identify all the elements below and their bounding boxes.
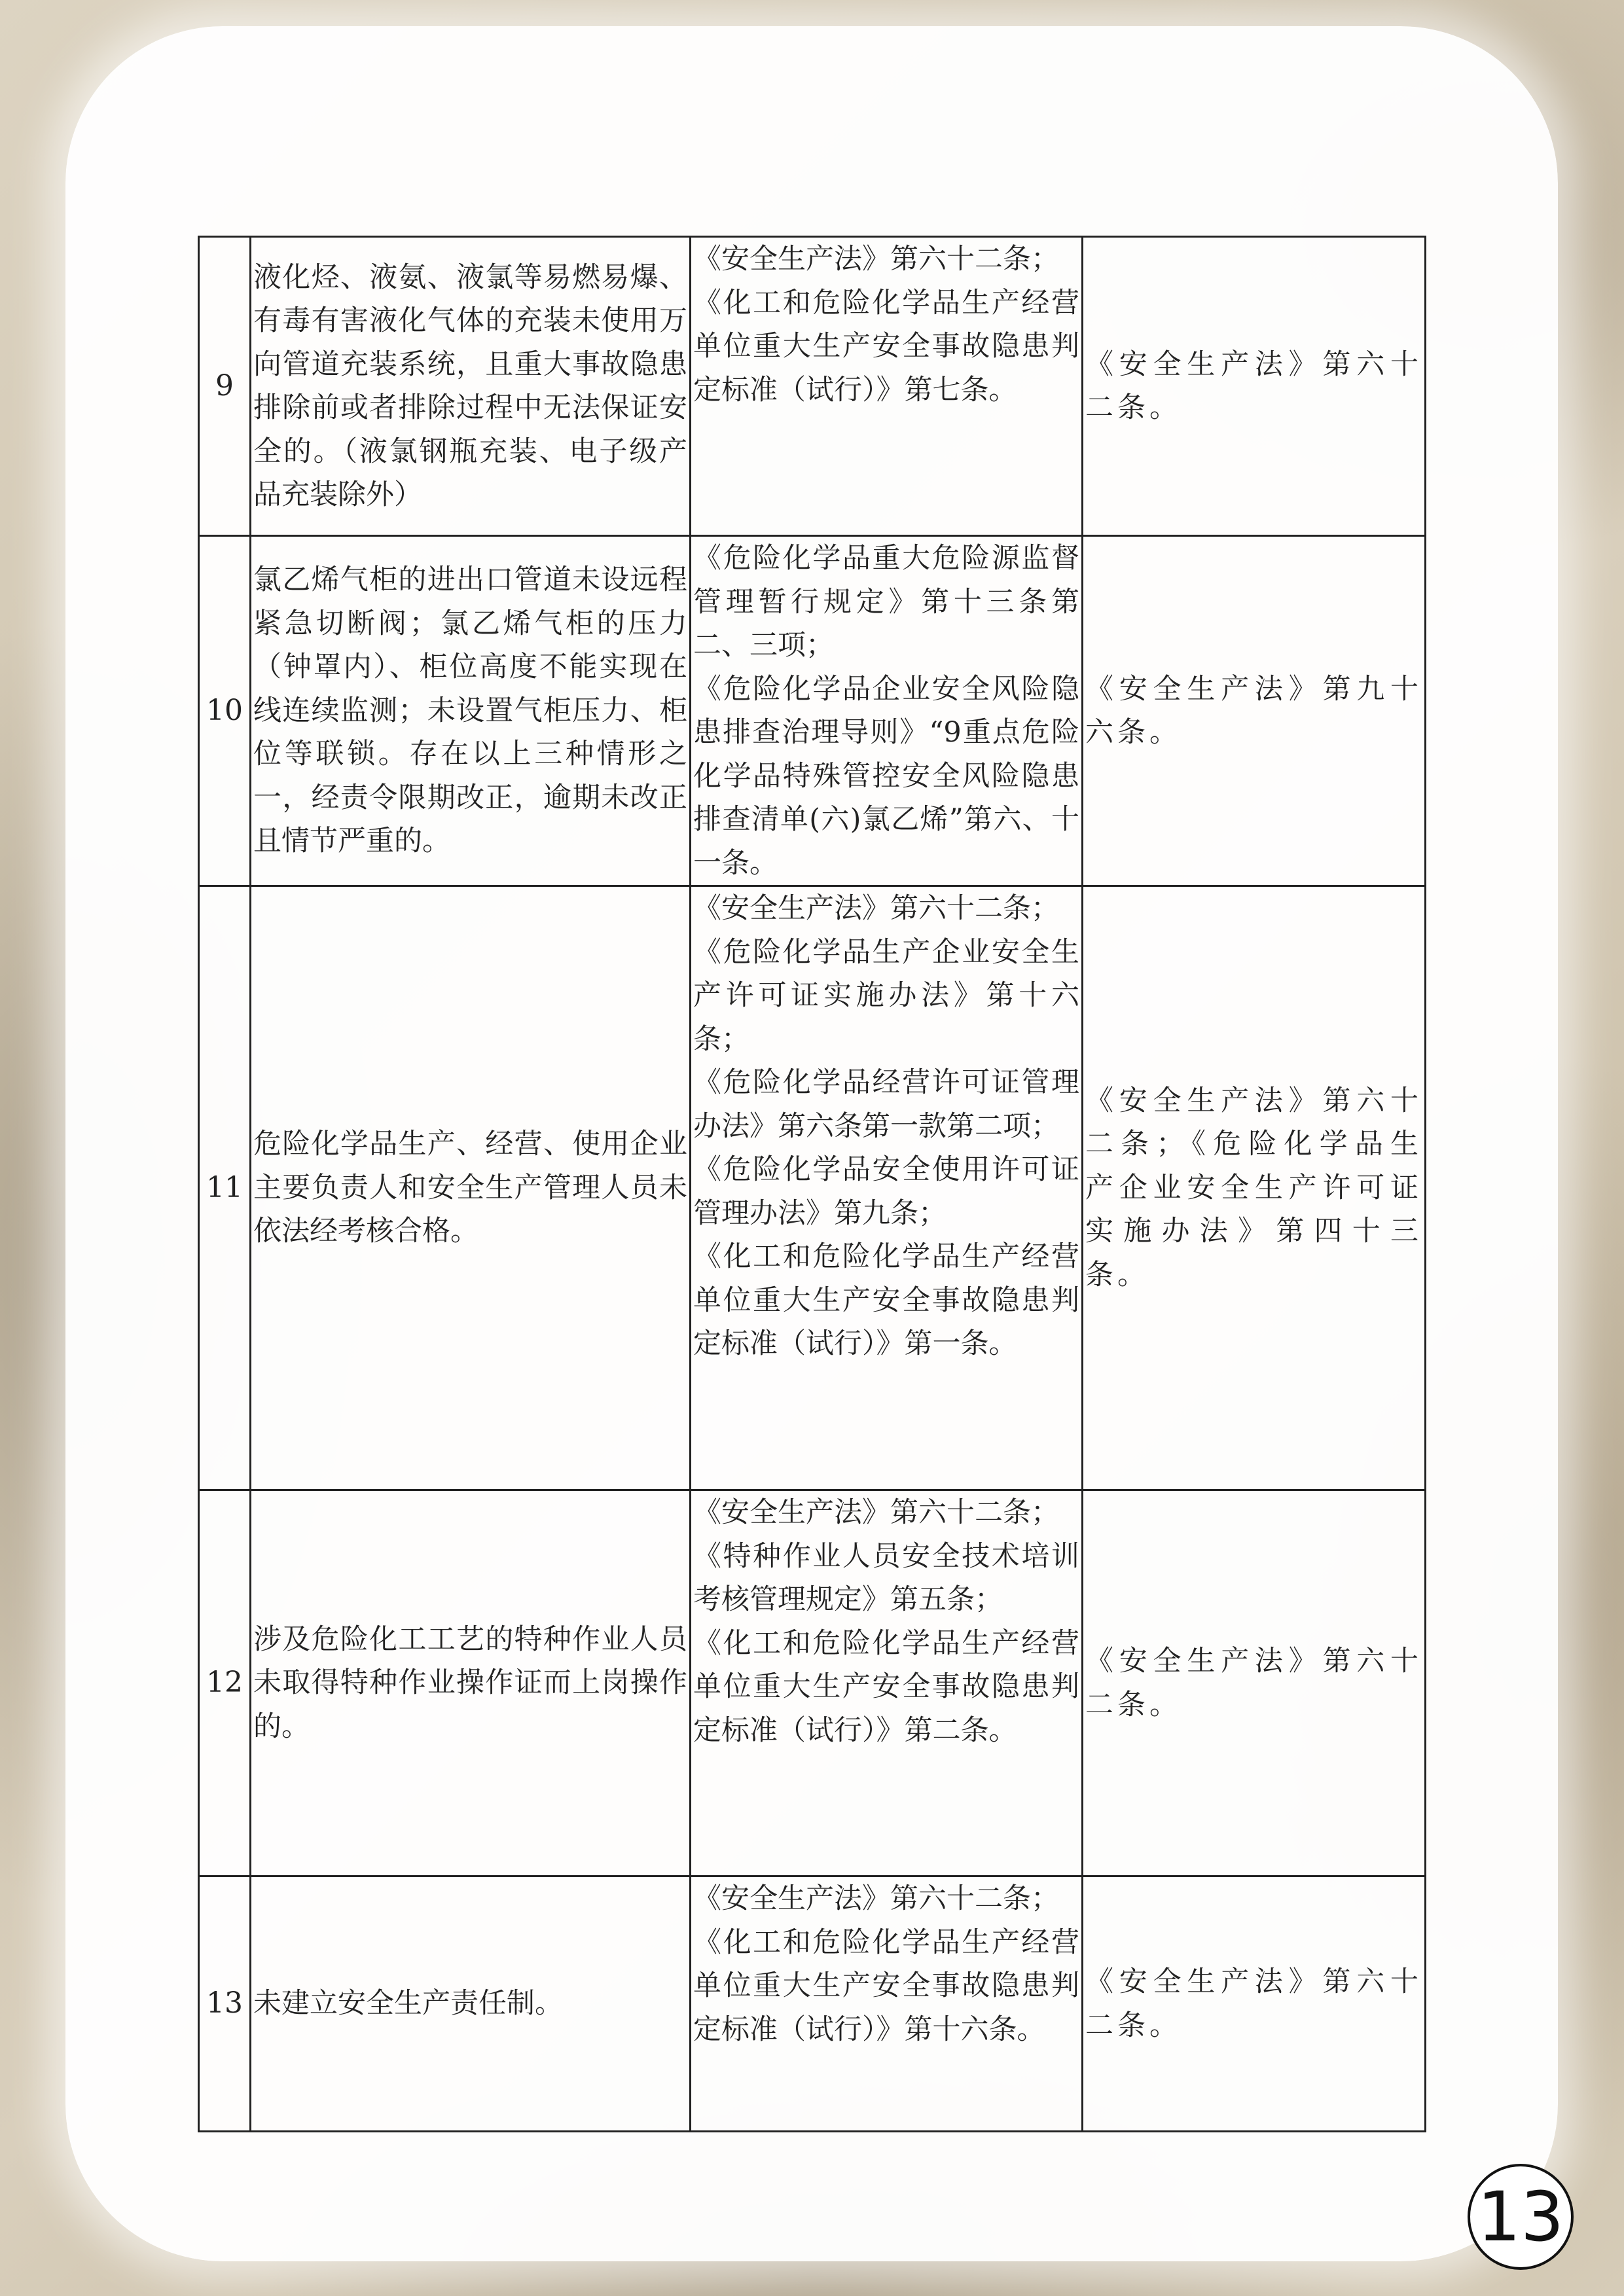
table-row [199, 1490, 1426, 1876]
row-number: 13 [199, 1876, 251, 2132]
regulation-table [198, 236, 1426, 2132]
basis-item: 《危险化学品重大危险源监督管理暂行规定》第十三条第二、三项； [693, 542, 1079, 662]
row-number: 9 [199, 237, 251, 536]
penalty-basis: 《安全生产法》第九十六条。 [1083, 536, 1426, 886]
table-row [199, 886, 1426, 1490]
basis-item: 《安全生产法》第六十二条； [693, 892, 1059, 925]
legal-basis [691, 536, 1083, 886]
hazard-description: 氯乙烯气柜的进出口管道未设远程紧急切断阀；氯乙烯气柜的压力（钟罩内）、柜位高度不能实现在线连续监测；未设置气柜压力、柜位等联锁。存在以上三种情形之一，经责令限期改正，逾期未改正且情节严重的。 [251, 536, 691, 886]
legal-basis [691, 1876, 1083, 2132]
hazard-description: 未建立安全生产责任制。 [251, 1876, 691, 2132]
legal-basis [691, 886, 1083, 1490]
row-number: 12 [199, 1490, 251, 1876]
legal-basis [691, 237, 1083, 536]
basis-item: 《危险化学品安全使用许可证管理办法》第九条； [693, 1153, 1079, 1230]
penalty-basis: 《安全生产法》第六十二条。 [1083, 1876, 1426, 2132]
hazard-description: 液化烃、液氨、液氯等易燃易爆、有毒有害液化气体的充装未使用万向管道充装系统，且重大事故隐患排除前或者排除过程中无法保证安全的。（液氯钢瓶充装、电子级产品充装除外） [251, 237, 691, 536]
hazard-description: 危险化学品生产、经营、使用企业主要负责人和安全生产管理人员未依法经考核合格。 [251, 886, 691, 1490]
penalty-basis: 《安全生产法》第六十二条；《危险化学品生产企业安全生产许可证实施办法》第四十三条。 [1083, 886, 1426, 1490]
penalty-basis: 《安全生产法》第六十二条。 [1083, 1490, 1426, 1876]
basis-item: 《化工和危险化学品生产经营单位重大生产安全事故隐患判定标准（试行）》第一条。 [693, 1240, 1079, 1360]
table-row [199, 237, 1426, 536]
basis-item: 《危险化学品企业安全风险隐患排查治理导则》“9重点危险化学品特殊管控安全风险隐患排查清单(六)氯乙烯”第六、十一条。 [693, 672, 1079, 880]
basis-item: 《危险化学品经营许可证管理办法》第六条第一款第二项； [693, 1066, 1079, 1143]
page-number: 13 [1468, 2164, 1574, 2270]
basis-item: 《化工和危险化学品生产经营单位重大生产安全事故隐患判定标准（试行）》第十六条。 [693, 1926, 1079, 2046]
basis-item: 《化工和危险化学品生产经营单位重大生产安全事故隐患判定标准（试行）》第七条。 [693, 286, 1079, 406]
basis-item: 《危险化学品生产企业安全生产许可证实施办法》第十六条； [693, 935, 1079, 1056]
penalty-basis: 《安全生产法》第六十二条。 [1083, 237, 1426, 536]
basis-item: 《安全生产法》第六十二条； [693, 1882, 1059, 1915]
hazard-description: 涉及危险化工工艺的特种作业人员未取得特种作业操作证而上岗操作的。 [251, 1490, 691, 1876]
basis-item: 《特种作业人员安全技术培训考核管理规定》第五条； [693, 1539, 1079, 1616]
row-number: 10 [199, 536, 251, 886]
basis-item: 《安全生产法》第六十二条； [693, 1496, 1059, 1529]
row-number: 11 [199, 886, 251, 1490]
legal-basis [691, 1490, 1083, 1876]
table-row [199, 1876, 1426, 2132]
basis-item: 《安全生产法》第六十二条； [693, 243, 1059, 276]
table-row [199, 536, 1426, 886]
basis-item: 《化工和危险化学品生产经营单位重大生产安全事故隐患判定标准（试行）》第二条。 [693, 1626, 1079, 1747]
